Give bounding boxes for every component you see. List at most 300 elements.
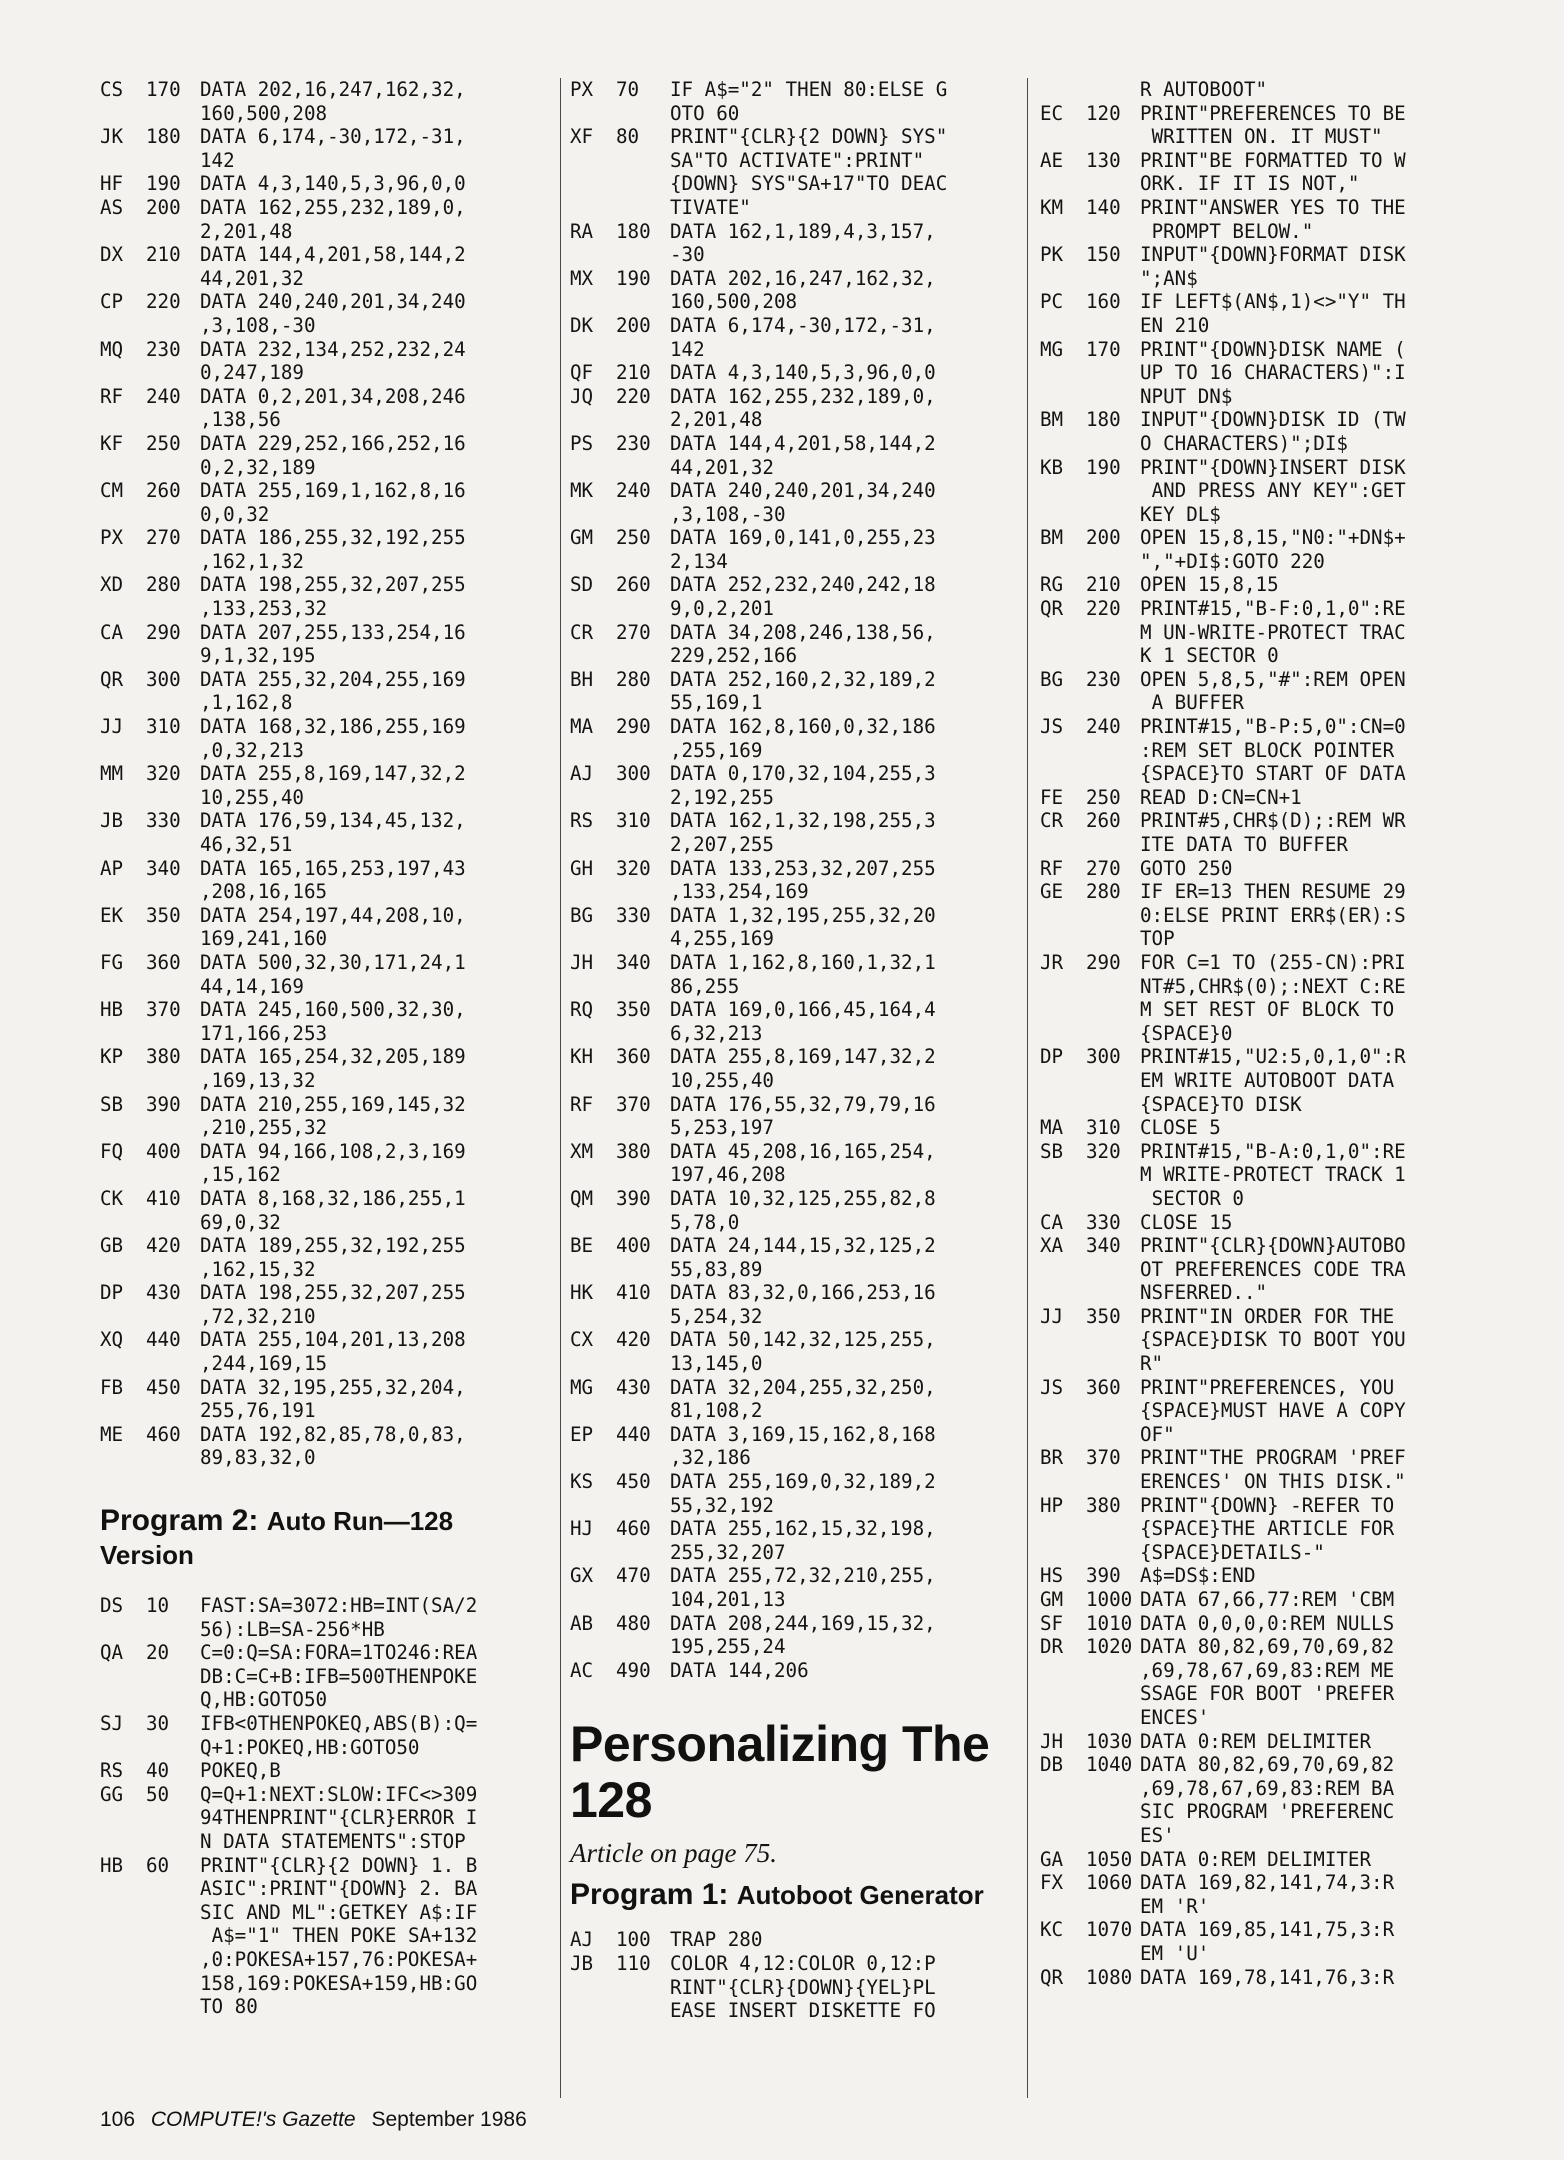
checksum-code: CR [1040, 809, 1064, 833]
line-number: 380 [146, 1045, 181, 1069]
statement-text: DATA 255,162,15,32,198, 255,32,207 [670, 1517, 936, 1564]
line-number: 220 [1086, 597, 1121, 621]
code-line [1040, 1753, 1480, 1847]
code-line [1040, 1966, 1480, 1990]
statement-text: DATA 168,32,186,255,169 ,0,32,213 [200, 715, 466, 762]
line-number: 460 [146, 1422, 181, 1446]
line-number: 350 [616, 998, 651, 1022]
statement-text: TRAP 280 [670, 1928, 763, 1952]
code-line [100, 243, 560, 290]
code-line [570, 951, 1015, 998]
statement-text: PRINT"PREFERENCES TO BE WRITTEN ON. IT MUST" [1140, 101, 1406, 149]
code-line [570, 1234, 1015, 1281]
line-number: 380 [616, 1139, 651, 1163]
code-line [100, 78, 560, 125]
statement-text: DATA 144,4,201,58,144,2 44,201,32 [200, 243, 466, 290]
program-listing [570, 78, 1015, 1682]
line-number: 270 [1086, 856, 1121, 880]
line-number: 230 [1086, 667, 1121, 691]
code-line [1040, 1588, 1480, 1612]
checksum-code: PX [570, 78, 594, 101]
code-line [100, 1328, 560, 1375]
checksum-code: MX [570, 266, 594, 290]
code-line [100, 621, 560, 668]
statement-text: C=0:Q=SA:FORA=1TO246:REA DB:C=C+B:IFB=500THENPOKE Q,HB:GOTO50 [200, 1641, 478, 1712]
statement-text: DATA 80,82,69,70,69,82 ,69,78,67,69,83:REM BA SIC PROGRAM 'PREFERENC ES' [1140, 1753, 1395, 1847]
code-line [100, 809, 560, 856]
statement-text: DATA 255,169,1,162,8,16 0,0,32 [200, 479, 466, 526]
line-number: 10 [146, 1594, 170, 1618]
code-line [1040, 1918, 1480, 1965]
statement-text: DATA 50,142,32,125,255, 13,145,0 [670, 1328, 936, 1376]
statement-text: DATA 0,170,32,104,255,3 2,192,255 [670, 762, 936, 809]
statement-text: DATA 83,32,0,166,253,16 5,254,32 [670, 1281, 936, 1328]
statement-text: DATA 144,4,201,58,144,2 44,201,32 [670, 431, 936, 479]
statement-text: DATA 240,240,201,34,240 ,3,108,-30 [200, 290, 466, 337]
line-number: 380 [1086, 1493, 1121, 1517]
line-number: 360 [1086, 1375, 1121, 1399]
line-number: 460 [616, 1517, 651, 1541]
checksum-code: BM [1040, 526, 1064, 550]
checksum-code: HB [100, 998, 124, 1022]
statement-text: DATA 3,169,15,162,8,168 ,32,186 [670, 1422, 936, 1470]
line-number: 470 [616, 1564, 651, 1588]
code-line [570, 1517, 1015, 1564]
code-line [1040, 338, 1480, 409]
checksum-code: EP [570, 1422, 594, 1446]
checksum-code: FX [1040, 1871, 1064, 1895]
checksum-code: SF [1040, 1611, 1064, 1635]
line-number: 410 [616, 1281, 651, 1305]
line-number: 330 [1086, 1210, 1121, 1234]
statement-text: PRINT"ANSWER YES TO THE PROMPT BELOW." [1140, 195, 1406, 243]
line-number: 420 [146, 1234, 181, 1258]
line-number: 370 [616, 1092, 651, 1116]
line-number: 300 [616, 762, 651, 786]
code-line [1040, 1635, 1480, 1729]
checksum-code: BR [1040, 1446, 1064, 1470]
code-line [1040, 102, 1480, 149]
line-number: 130 [1086, 148, 1121, 172]
code-line [100, 432, 560, 479]
checksum-code: XQ [100, 1328, 124, 1352]
statement-text: DATA 34,208,246,138,56, 229,252,166 [670, 620, 936, 668]
code-line [570, 809, 1015, 856]
code-line [1040, 1234, 1480, 1305]
checksum-code: DK [570, 313, 594, 337]
line-number: 240 [1086, 715, 1121, 739]
checksum-code: HJ [570, 1517, 594, 1541]
code-line [570, 220, 1015, 267]
checksum-code: GM [570, 526, 594, 550]
code-line [1040, 1305, 1480, 1376]
statement-text: DATA 8,168,32,186,255,1 69,0,32 [200, 1186, 466, 1234]
code-line [1040, 243, 1480, 290]
code-line [100, 1594, 560, 1641]
line-number: 320 [616, 856, 651, 880]
line-number: 180 [1086, 408, 1121, 432]
column-2 [570, 78, 1015, 2023]
line-number: 80 [616, 125, 640, 149]
statement-text: DATA 6,174,-30,172,-31, 142 [200, 125, 466, 172]
line-number: 170 [146, 78, 181, 101]
checksum-code: AP [100, 856, 124, 880]
line-number: 150 [1086, 243, 1121, 267]
program-title: Auto Run—128 [266, 1506, 454, 1537]
line-number: 250 [616, 526, 651, 550]
code-line [1040, 1871, 1480, 1918]
line-number: 100 [616, 1928, 651, 1952]
checksum-code: GM [1040, 1588, 1064, 1611]
statement-text: DATA 169,82,141,74,3:R EM 'R' [1140, 1871, 1395, 1918]
checksum-code: RF [570, 1092, 594, 1116]
line-number: 270 [146, 526, 181, 550]
checksum-code: BH [570, 667, 594, 691]
checksum-code: FB [100, 1375, 124, 1399]
checksum-code: BG [570, 903, 594, 927]
line-number: 1000 [1086, 1588, 1133, 1611]
code-line [100, 385, 560, 432]
statement-text: DATA 10,32,125,255,82,8 5,78,0 [670, 1186, 936, 1234]
line-number: 1010 [1086, 1611, 1133, 1635]
code-line [100, 479, 560, 526]
statement-text: DATA 80,82,69,70,69,82 ,69,78,67,69,83:REM ME SSAGE FOR BOOT 'PREFER ENCES' [1140, 1635, 1395, 1729]
code-line [1040, 1730, 1480, 1754]
code-line [100, 1712, 560, 1759]
program-title-line-2: Version [100, 1540, 194, 1571]
code-line [1040, 857, 1480, 881]
line-number: 50 [146, 1782, 170, 1806]
checksum-code: JJ [100, 715, 124, 739]
line-number: 70 [616, 78, 640, 101]
column-1 [100, 78, 560, 2019]
code-line [570, 1140, 1015, 1187]
line-number: 400 [146, 1139, 181, 1163]
line-number: 390 [146, 1092, 181, 1116]
statement-text: DATA 176,55,32,79,79,16 5,253,197 [670, 1092, 936, 1140]
statement-text: DATA 208,244,169,15,32, 195,255,24 [670, 1611, 936, 1659]
statement-text: DATA 252,232,240,242,18 9,0,2,201 [670, 573, 936, 621]
statement-text: IF A$="2" THEN 80:ELSE G OTO 60 [670, 78, 948, 125]
line-number: 300 [1086, 1045, 1121, 1069]
statement-text: DATA 4,3,140,5,3,96,0,0 [200, 172, 466, 196]
checksum-code: CA [100, 620, 124, 644]
statement-text: DATA 0:REM DELIMITER [1140, 1729, 1372, 1753]
code-line [570, 1928, 1015, 1952]
line-number: 110 [616, 1951, 651, 1975]
program-listing [100, 1594, 560, 2019]
line-number: 30 [146, 1712, 170, 1735]
code-line [1040, 597, 1480, 668]
checksum-code: BM [1040, 408, 1064, 432]
code-line [570, 125, 1015, 219]
checksum-code: DB [1040, 1753, 1064, 1777]
line-number: 350 [1086, 1304, 1121, 1328]
checksum-code: RS [100, 1759, 124, 1783]
statement-text: DATA 500,32,30,171,24,1 44,14,169 [200, 950, 466, 998]
checksum-code: KC [1040, 1918, 1064, 1942]
checksum-code: SB [100, 1092, 124, 1116]
column-3 [1040, 78, 1480, 1989]
code-line [100, 1093, 560, 1140]
statement-text: DATA 165,254,32,205,189 ,169,13,32 [200, 1045, 466, 1092]
line-number: 290 [616, 715, 651, 739]
line-number: 310 [1086, 1116, 1121, 1140]
line-number: 1070 [1086, 1918, 1133, 1942]
line-number: 310 [616, 809, 651, 833]
line-number: 390 [1086, 1564, 1121, 1588]
checksum-code: RQ [570, 998, 594, 1022]
line-number: 420 [616, 1328, 651, 1352]
line-number: 260 [146, 479, 181, 503]
line-number: 20 [146, 1641, 170, 1665]
statement-text: DATA 207,255,133,254,16 9,1,32,195 [200, 620, 466, 668]
line-number: 260 [1086, 809, 1121, 833]
statement-text: R AUTOBOOT" [1140, 78, 1268, 101]
line-number: 230 [146, 337, 181, 361]
statement-text: PRINT"{CLR}{DOWN}AUTOBO OT PREFERENCES CODE TRA NSFERRED.." [1140, 1234, 1406, 1305]
statement-text: COLOR 4,12:COLOR 0,12:P RINT"{CLR}{DOWN}{YEL}PL EASE INSERT DISKETTE FO [670, 1951, 936, 2023]
code-line [1040, 880, 1480, 951]
checksum-code: HK [570, 1281, 594, 1305]
statement-text: DATA 240,240,201,34,240 ,3,108,-30 [670, 479, 936, 526]
code-line [570, 1045, 1015, 1092]
statement-text: DATA 24,144,15,32,125,2 55,83,89 [670, 1234, 936, 1281]
statement-text: DATA 94,166,108,2,3,169 ,15,162 [200, 1139, 466, 1187]
code-line [570, 998, 1015, 1045]
code-line [100, 1423, 560, 1470]
article-title [570, 1716, 1015, 1828]
line-number: 310 [146, 715, 181, 739]
checksum-code: MA [1040, 1116, 1064, 1140]
statement-text: PRINT#15,"U2:5,0,1,0":R EM WRITE AUTOBOOT DATA {SPACE}TO DISK [1140, 1045, 1406, 1116]
code-line [100, 172, 560, 196]
code-line [1040, 1446, 1480, 1493]
line-number: 320 [146, 762, 181, 786]
checksum-code: AS [100, 195, 124, 219]
code-line [100, 1234, 560, 1281]
line-number: 230 [616, 431, 651, 455]
statement-text: DATA 162,255,232,189,0, 2,201,48 [670, 384, 936, 432]
statement-text: DATA 1,32,195,255,32,20 4,255,169 [670, 903, 936, 951]
code-line [570, 526, 1015, 573]
checksum-code: KF [100, 431, 124, 455]
line-number: 220 [616, 384, 651, 408]
article-title-line-1: Personalizing The [570, 1716, 990, 1773]
statement-text: POKEQ,B [200, 1759, 281, 1783]
checksum-code: DP [1040, 1045, 1064, 1069]
checksum-code: AJ [570, 762, 594, 786]
code-line [100, 526, 560, 573]
line-number: 210 [146, 243, 181, 267]
statement-text: DATA 169,0,141,0,255,23 2,134 [670, 526, 936, 573]
checksum-code: GG [100, 1782, 124, 1806]
checksum-code: DP [100, 1281, 124, 1305]
checksum-code: SD [570, 573, 594, 597]
statement-text: DATA 255,8,169,147,32,2 10,255,40 [670, 1045, 936, 1092]
code-line [100, 1641, 560, 1712]
statement-text: DATA 169,85,141,75,3:R EM 'U' [1140, 1918, 1395, 1965]
checksum-code: PX [100, 526, 124, 550]
checksum-code: JB [100, 809, 124, 833]
checksum-code: RS [570, 809, 594, 833]
checksum-code: KM [1040, 195, 1064, 219]
checksum-code: QR [1040, 597, 1064, 621]
statement-text: FAST:SA=3072:HB=INT(SA/2 56):LB=SA-256*HB [200, 1594, 478, 1641]
statement-text: DATA 198,255,32,207,255 ,133,253,32 [200, 573, 466, 621]
code-line [100, 1376, 560, 1423]
line-number: 240 [146, 384, 181, 408]
checksum-code: JR [1040, 950, 1064, 974]
code-line [100, 573, 560, 620]
checksum-code: FE [1040, 785, 1064, 809]
statement-text: DATA 186,255,32,192,255 ,162,1,32 [200, 526, 466, 573]
statement-text: IF ER=13 THEN RESUME 29 0:ELSE PRINT ERR$(ER):S TOP [1140, 880, 1406, 951]
code-line [1040, 1116, 1480, 1140]
line-number: 200 [616, 313, 651, 337]
statement-text: DATA 0,2,201,34,208,246 ,138,56 [200, 384, 466, 432]
line-number: 160 [1086, 290, 1121, 314]
code-line [1040, 408, 1480, 455]
statement-text: OPEN 15,8,15,"N0:"+DN$+ ","+DI$:GOTO 220 [1140, 526, 1406, 573]
code-line [1040, 1564, 1480, 1588]
line-number: 1040 [1086, 1753, 1133, 1777]
code-line [570, 1187, 1015, 1234]
checksum-code: XA [1040, 1234, 1064, 1258]
statement-text: DATA 169,78,141,76,3:R [1140, 1965, 1395, 1989]
line-number: 440 [146, 1328, 181, 1352]
magazine-name: COMPUTE!'s Gazette [150, 2108, 356, 2131]
code-line [1040, 668, 1480, 715]
checksum-code: QM [570, 1186, 594, 1210]
program-listing [1040, 78, 1480, 1989]
checksum-code: QR [100, 667, 124, 691]
statement-text: DATA 165,165,253,197,43 ,208,16,165 [200, 856, 466, 904]
statement-text: FOR C=1 TO (255-CN):PRI NT#5,CHR$(0);:NEXT C:RE M SET REST OF BLOCK TO {SPACE}0 [1140, 950, 1406, 1045]
statement-text: PRINT"{DOWN}DISK NAME ( UP TO 16 CHARACTERS)":I NPUT DN$ [1140, 337, 1406, 408]
checksum-code: JK [100, 125, 124, 149]
code-line [570, 1281, 1015, 1328]
line-number: 280 [146, 573, 181, 597]
checksum-code: RF [100, 384, 124, 408]
line-number: 190 [616, 266, 651, 290]
statement-text: DATA 176,59,134,45,132, 46,32,51 [200, 809, 466, 856]
line-number: 360 [146, 950, 181, 974]
line-number: 1020 [1086, 1635, 1133, 1659]
program-listing [100, 78, 560, 1470]
code-line [570, 715, 1015, 762]
line-number: 280 [1086, 880, 1121, 904]
checksum-code: JH [1040, 1729, 1064, 1753]
page-number: 106 [100, 2108, 136, 2131]
line-number: 360 [616, 1045, 651, 1069]
statement-text: PRINT"{DOWN}INSERT DISK AND PRESS ANY KEY":GET KEY DL$ [1140, 455, 1406, 526]
article-reference: Article on page 75. [570, 1838, 777, 1869]
line-number: 1050 [1086, 1847, 1133, 1871]
statement-text: DATA 4,3,140,5,3,96,0,0 [670, 361, 936, 385]
code-line [1040, 1848, 1480, 1872]
checksum-code: BG [1040, 667, 1064, 691]
code-line [570, 1093, 1015, 1140]
statement-text: GOTO 250 [1140, 856, 1233, 880]
line-number: 200 [1086, 526, 1121, 550]
statement-text: DATA 169,0,166,45,164,4 6,32,213 [670, 998, 936, 1045]
checksum-code: SJ [100, 1712, 124, 1735]
line-number: 320 [1086, 1139, 1121, 1163]
issue-date: September 1986 [371, 2108, 527, 2131]
checksum-code: KH [570, 1045, 594, 1069]
line-number: 300 [146, 667, 181, 691]
statement-text: DATA 162,1,189,4,3,157, -30 [670, 219, 936, 267]
code-line [570, 314, 1015, 361]
line-number: 410 [146, 1186, 181, 1210]
checksum-code: AJ [570, 1928, 594, 1952]
code-line [1040, 573, 1480, 597]
checksum-code: FQ [100, 1139, 124, 1163]
code-line [100, 290, 560, 337]
checksum-code: AE [1040, 148, 1064, 172]
line-number: 260 [616, 573, 651, 597]
line-number: 330 [146, 809, 181, 833]
checksum-code: JS [1040, 1375, 1064, 1399]
checksum-code: QA [100, 1641, 124, 1665]
statement-text: DATA 144,206 [670, 1658, 809, 1682]
statement-text: OPEN 15,8,15 [1140, 573, 1279, 597]
code-line [1040, 786, 1480, 810]
statement-text: CLOSE 15 [1140, 1210, 1233, 1234]
checksum-code: MG [1040, 337, 1064, 361]
code-line [1040, 1140, 1480, 1211]
line-number: 350 [146, 903, 181, 927]
code-line [1040, 1376, 1480, 1447]
checksum-code: KP [100, 1045, 124, 1069]
statement-text: PRINT#15,"B-P:5,0":CN=0 :REM SET BLOCK POINTER {SPACE}TO START OF DATA [1140, 715, 1406, 786]
code-line [100, 1783, 560, 1854]
line-number: 330 [616, 903, 651, 927]
code-line [100, 125, 560, 172]
line-number: 340 [616, 950, 651, 974]
checksum-code: MQ [100, 337, 124, 361]
statement-text: PRINT"PREFERENCES, YOU {SPACE}MUST HAVE A COPY OF" [1140, 1375, 1406, 1446]
statement-text: PRINT"{CLR}{2 DOWN} SYS" SA"TO ACTIVATE":PRINT" {DOWN} SYS"SA+17"TO DEAC TIVATE" [670, 125, 948, 219]
checksum-code: PS [570, 431, 594, 455]
article-title-line-2: 128 [570, 1772, 652, 1829]
checksum-code: MK [570, 479, 594, 503]
statement-text: PRINT"{CLR}{2 DOWN} 1. B ASIC":PRINT"{DOWN} 2. BA SIC AND ML":GETKEY A$:IF A$="1" THEN POKE SA+132 ,0:POKESA+157,76:POKESA+ 158,169:POKESA+159,HB:GO TO 80 [200, 1853, 478, 2019]
statement-text: DATA 192,82,85,78,0,83, 89,83,32,0 [200, 1422, 466, 1470]
checksum-code: KB [1040, 455, 1064, 479]
code-line [1040, 715, 1480, 786]
code-line [100, 1281, 560, 1328]
checksum-code: HS [1040, 1564, 1064, 1588]
statement-text: DATA 198,255,32,207,255 ,72,32,210 [200, 1281, 466, 1328]
checksum-code: QR [1040, 1965, 1064, 1989]
program-label: Program 2: [100, 1504, 259, 1538]
code-line [570, 1952, 1015, 2023]
statement-text: DATA 189,255,32,192,255 ,162,15,32 [200, 1234, 466, 1281]
code-line [570, 904, 1015, 951]
checksum-code: CM [100, 479, 124, 503]
statement-text: PRINT#15,"B-A:0,1,0":RE M WRITE-PROTECT TRACK 1 SECTOR 0 [1140, 1139, 1406, 1210]
line-number: 220 [146, 290, 181, 314]
program-title: Autoboot Generator [736, 1880, 984, 1911]
line-number: 290 [146, 620, 181, 644]
checksum-code: RF [1040, 856, 1064, 880]
code-line [570, 267, 1015, 314]
checksum-code: RG [1040, 573, 1064, 597]
code-line [1040, 78, 1480, 102]
code-line [1040, 456, 1480, 527]
